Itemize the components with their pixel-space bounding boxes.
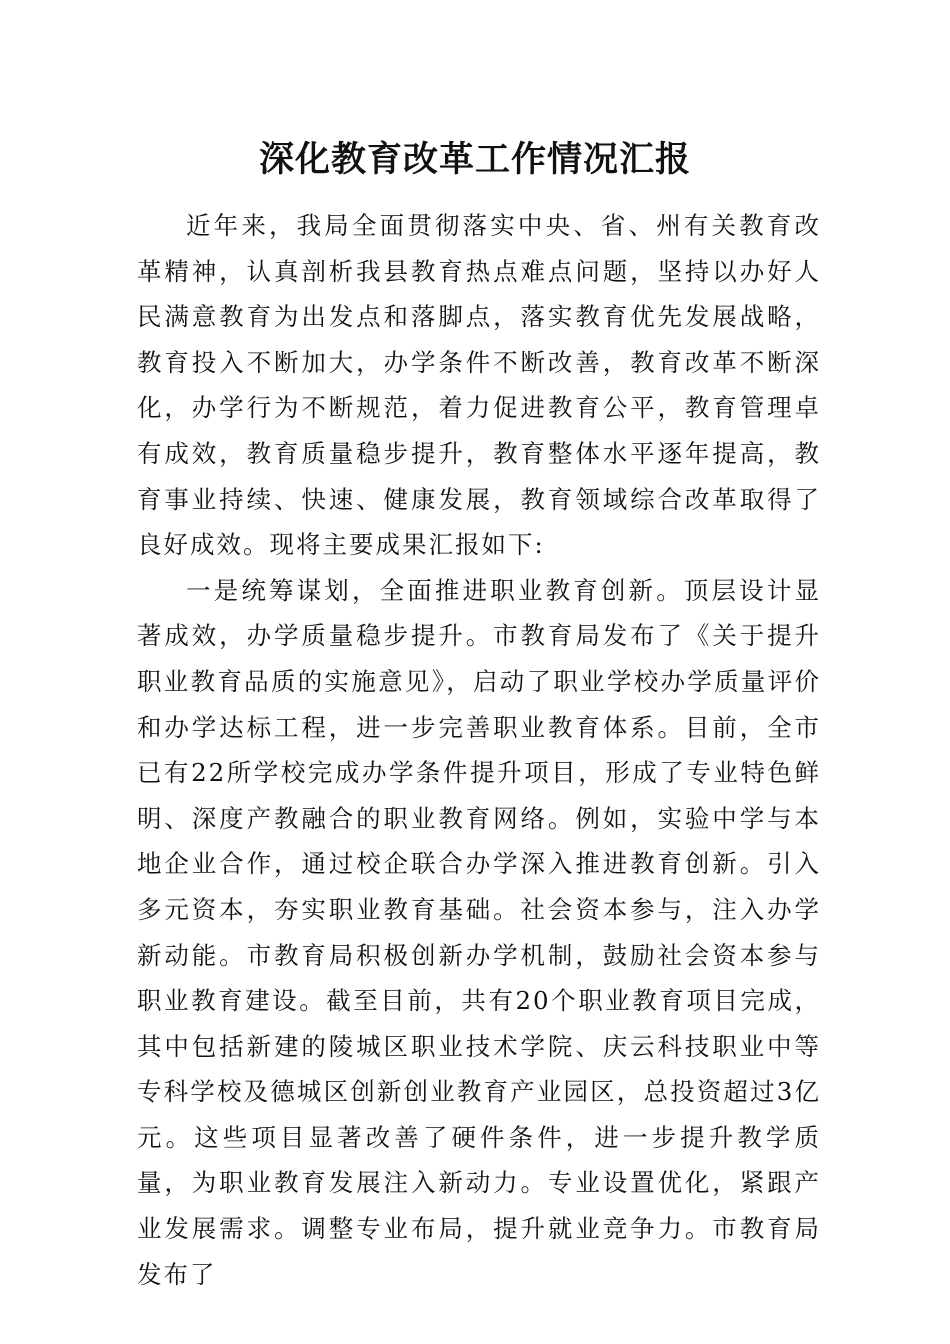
paragraph-vocational-education: 一是统筹谋划，全面推进职业教育创新。顶层设计显著成效，办学质量稳步提升。市教育局发布了《关于提升职业教育品质的实施意见》，启动了职业学校办学质量评价和办学达标工程，进一步完善职业教育体系。目前，全市已有22所学校完成办学条件提升项目，形成了专业特色鲜明、深度产教融合的职业教育网络。例如，实验中学与本地企业合作，通过校企联合办学深入推进教育创新。引入多元资本，夯实职业教育基础。社会资本参与，注入办学新动能。市教育局积极创新办学机制，鼓励社会资本参与职业教育建设。截至目前，共有20个职业教育项目完成，其中包括新建的陵城区职业技术学院、庆云科技职业中等专科学校及德城区创新创业教育产业园区，总投资超过3亿元。这些项目显著改善了硬件条件，进一步提升教学质量，为职业教育发展注入新动力。专业设置优化，紧跟产业发展需求。调整专业布局，提升就业竞争力。市教育局发布了 bbox=[137, 575, 821, 1289]
document-title: 深化教育改革工作情况汇报 bbox=[258, 139, 691, 180]
document-body bbox=[137, 203, 821, 1297]
paragraph-intro: 近年来，我局全面贯彻落实中央、省、州有关教育改革精神，认真剖析我县教育热点难点问题，坚持以办好人民满意教育为出发点和落脚点，落实教育优先发展战略，教育投入不断加大，办学条件不断改善，教育改革不断深化，办学行为不断规范，着力促进教育公平，教育管理卓有成效，教育质量稳步提升，教育整体水平逐年提高，教育事业持续、快速、健康发展，教育领域综合改革取得了良好成效。现将主要成果汇报如下: bbox=[137, 211, 821, 560]
